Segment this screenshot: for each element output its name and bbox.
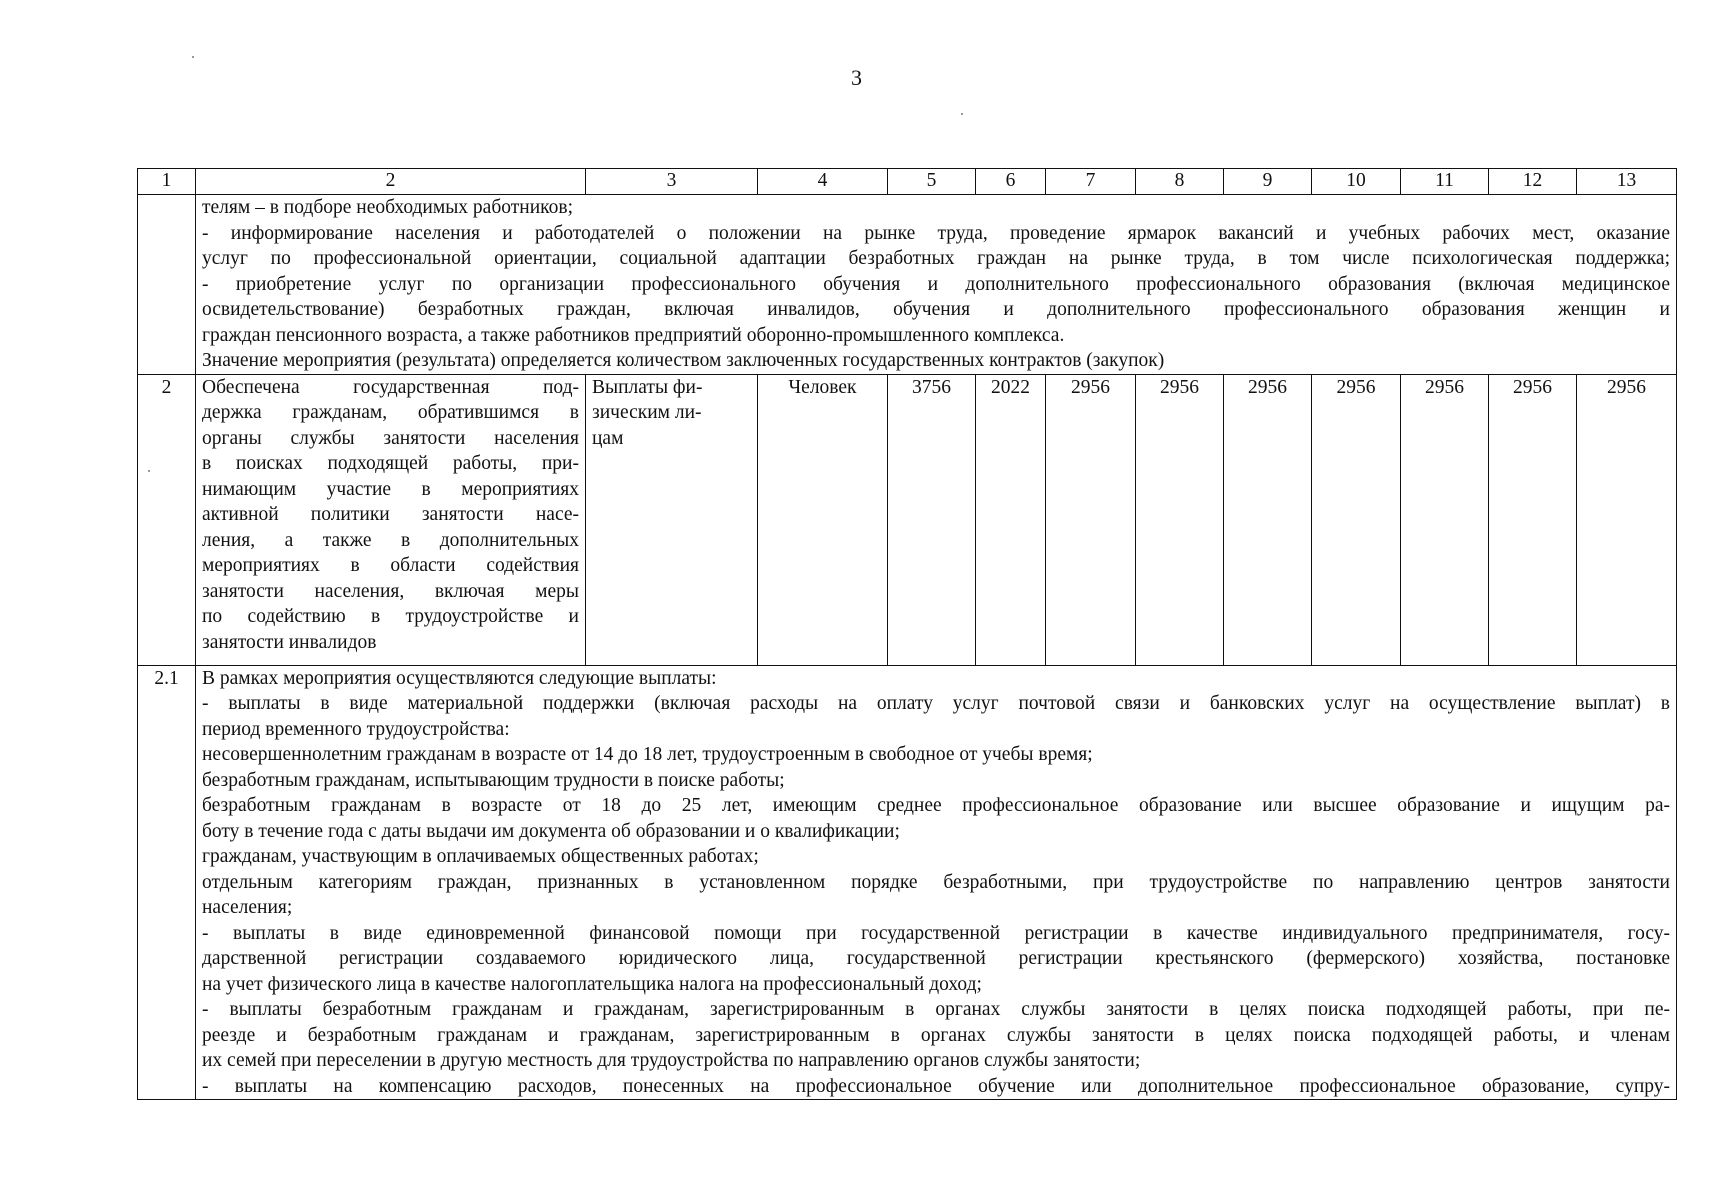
column-number-2: 2: [196, 169, 586, 195]
column-number-8: 8: [1136, 169, 1224, 195]
text-line: нимающим участие в мероприятиях: [202, 478, 579, 500]
row-number-empty: [138, 195, 196, 375]
text-line: период временного трудоустройства:: [202, 718, 510, 740]
text-line: освидетельствование) безработных граждан, включая инвалидов, обучения и дополнительного профессионального образования женщин и: [202, 299, 1670, 320]
column-number-3: 3: [586, 169, 758, 195]
plan-table: [137, 168, 1677, 1100]
value-col-10: 2956: [1312, 374, 1401, 665]
text-line: мероприятиях в области содействия: [202, 555, 579, 576]
table-row-2-1: [138, 665, 1677, 1100]
text-line: безработным гражданам, испытывающим трудности в поиске работы;: [202, 769, 785, 791]
text-line: Значение мероприятия (результата) определяется количеством заключенных государственных контрактов (закупок): [202, 350, 1165, 371]
column-number-header-row: [138, 169, 1677, 195]
text-line: их семей при переселении в другую местность для трудоустройства по направлению органов службы занятости;: [202, 1050, 1141, 1071]
column-number-1: 1: [138, 169, 196, 195]
text-line: - выплаты на компенсацию расходов, понесенных на профессиональное обучение или дополнительное профессиональное образование, супру-: [202, 1075, 1670, 1097]
text-line: отдельным категориям граждан, признанных в установленном порядке безработными, при трудоустройстве по направлению центров занятости: [202, 871, 1670, 893]
text-line: ления, а также в дополнительных: [202, 529, 579, 551]
column-number-13: 13: [1577, 169, 1677, 195]
text-line: Обеспечена государственная под-: [202, 376, 579, 398]
text-line: в поисках подходящей работы, при-: [202, 453, 579, 474]
column-number-10: 10: [1312, 169, 1401, 195]
text-line: несовершеннолетним гражданам в возрасте от 14 до 18 лет, трудоустроенным в свободное от учебы время;: [202, 744, 1093, 765]
table-row-2: [138, 374, 1677, 665]
column-number-5: 5: [888, 169, 976, 195]
text-line: - приобретение услуг по организации профессионального обучения и дополнительного профессионального образования (включая медицинское: [202, 273, 1670, 295]
text-line: на учет физического лица в качестве налогоплательщика налога на профессиональный доход;: [202, 973, 982, 995]
page-number: 3: [851, 65, 862, 90]
text-line: В рамках мероприятия осуществляются следующие выплаты:: [202, 667, 717, 689]
text-line: - выплаты в виде материальной поддержки (включая расходы на оплату услуг почтовой связи и банковских услуг на осуществление выплат) в: [202, 693, 1670, 714]
text-line: цам: [592, 427, 624, 449]
result-name-cell: [196, 374, 586, 665]
text-line: Выплаты фи-: [592, 376, 703, 398]
value-col-7: 2956: [1046, 374, 1136, 665]
value-col-12: 2956: [1489, 374, 1577, 665]
text-line: реезде и безработным гражданам и гражданам, зарегистрированным в органах службы занятости в целях поиска подходящей работы, и членам: [202, 1024, 1670, 1046]
continuation-text-cell: [196, 195, 1677, 375]
text-line: безработным гражданам в возрасте от 18 до 25 лет, имеющим среднее профессиональное образование или высшее образование и ищущим ра-: [202, 795, 1670, 816]
text-line: населения;: [202, 897, 293, 918]
text-line: по содействию в трудоустройстве и: [202, 606, 579, 627]
text-line: органы службы занятости населения: [202, 427, 579, 449]
text-line: дарственной регистрации создаваемого юридического лица, государственной регистрации крестьянского (фермерского) хозяйства, постановке: [202, 948, 1670, 969]
text-line: гражданам, участвующим в оплачиваемых общественных работах;: [202, 846, 759, 867]
value-col-5: 3756: [888, 374, 976, 665]
value-col-11: 2956: [1401, 374, 1489, 665]
value-col-13: 2956: [1577, 374, 1677, 665]
text-line: услуг по профессиональной ориентации, социальной адаптации безработных граждан на рынке труда, в том числе психологическая поддержка;: [202, 248, 1670, 269]
continuation-row: [138, 195, 1677, 375]
column-number-7: 7: [1046, 169, 1136, 195]
column-number-11: 11: [1401, 169, 1489, 195]
value-col-9: 2956: [1224, 374, 1312, 665]
text-line: держка гражданам, обратившимся в: [202, 402, 579, 423]
value-col-6: 2022: [976, 374, 1046, 665]
row-number: 2: [138, 374, 196, 665]
value-col-8: 2956: [1136, 374, 1224, 665]
text-line: граждан пенсионного возраста, а также работников предприятий оборонно-промышленного комплекса.: [202, 324, 1065, 346]
text-line: - выплаты безработным гражданам и гражданам, зарегистрированным в органах службы занятости в целях поиска подходящей работы, при пе-: [202, 999, 1670, 1020]
scan-speck: [961, 113, 963, 115]
row-number: 2.1: [138, 665, 196, 1100]
payments-text-cell: [196, 665, 1677, 1100]
unit-cell: Человек: [758, 374, 888, 665]
column-number-12: 12: [1489, 169, 1577, 195]
text-line: телям – в подборе необходимых работников;: [202, 197, 574, 218]
column-number-9: 9: [1224, 169, 1312, 195]
text-line: занятости инвалидов: [202, 631, 377, 653]
text-line: - выплаты в виде единовременной финансовой помощи при государственной регистрации в качестве индивидуального предпринимателя, госу-: [202, 922, 1670, 944]
text-line: зическим ли-: [592, 402, 702, 423]
scan-speck: [192, 56, 194, 58]
text-line: боту в течение года с даты выдачи им документа об образовании и о квалификации;: [202, 820, 900, 842]
result-type-cell: [586, 374, 758, 665]
text-line: активной политики занятости насе-: [202, 504, 579, 525]
text-line: занятости населения, включая меры: [202, 580, 579, 602]
column-number-4: 4: [758, 169, 888, 195]
text-line: - информирование населения и работодателей о положении на рынке труда, проведение ярмарок вакансий и учебных рабочих мест, оказание: [202, 222, 1670, 244]
column-number-6: 6: [976, 169, 1046, 195]
